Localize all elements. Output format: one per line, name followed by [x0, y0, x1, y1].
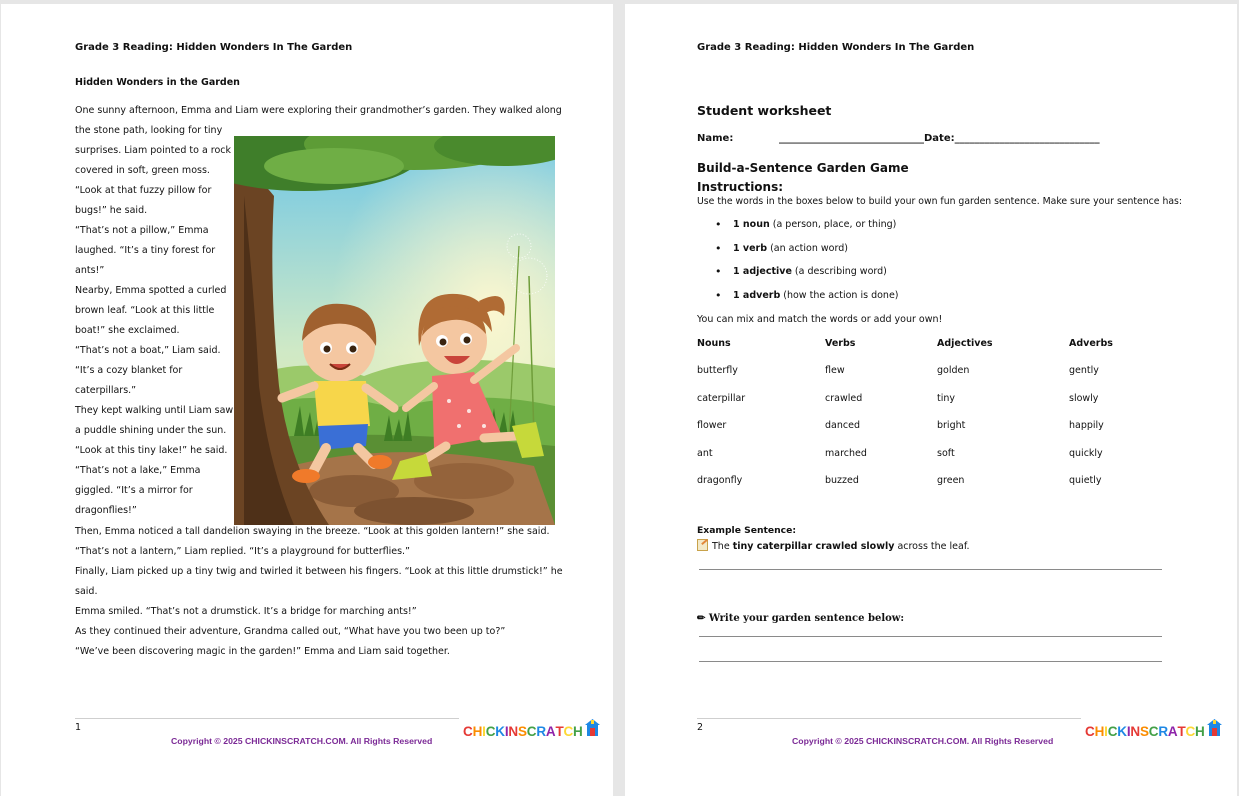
date-field[interactable]: _____________________________	[954, 133, 1100, 144]
table-cell: quickly	[1069, 447, 1103, 459]
table-cell: dragonfly	[697, 475, 743, 486]
table-header: Verbs	[825, 338, 856, 349]
table-cell: danced	[825, 420, 860, 431]
requirement-desc: (a person, place, or thing)	[769, 219, 897, 230]
story-line: Nearby, Emma spotted a curled	[75, 285, 227, 296]
story-line: “That’s not a lake,” Emma	[75, 465, 201, 476]
table-cell: marched	[825, 447, 867, 459]
example-sentence	[697, 539, 970, 552]
page-number: 1	[75, 722, 82, 733]
requirement-desc: (an action word)	[767, 242, 848, 254]
requirement-desc: (how the action is done)	[780, 289, 899, 301]
table-cell: golden	[937, 365, 970, 376]
story-line: surprises. Liam pointed to a rock	[75, 145, 232, 156]
example-label: Example Sentence:	[697, 525, 797, 536]
name-label: Name:	[697, 133, 734, 144]
footer-divider	[697, 718, 1081, 719]
requirement-term: 1 adjective	[733, 266, 792, 277]
story-line: Finally, Liam picked up a tiny twig and twirled it between his fingers. “Look at this little drumstick!” he	[75, 566, 563, 577]
footer-divider	[75, 718, 459, 719]
example-suffix: across the leaf.	[894, 541, 970, 552]
memo-icon	[697, 539, 708, 551]
name-field[interactable]	[779, 133, 1100, 144]
answer-line-2[interactable]	[699, 661, 1162, 662]
story-line: “We’ve been discovering magic in the garden!” Emma and Liam said together.	[75, 646, 450, 657]
story-line: “That’s not a pillow,” Emma	[75, 225, 209, 236]
story-line: laughed. “It’s a tiny forest for	[75, 245, 216, 256]
table-cell: ant	[697, 447, 713, 459]
story-line: brown leaf. “Look at this little	[75, 305, 215, 316]
chickinscratch-logo	[463, 719, 600, 739]
story-line: ants!”	[75, 265, 105, 276]
table-cell: happily	[1069, 420, 1104, 431]
story-line: “That’s not a boat,” Liam said.	[75, 345, 221, 356]
game-title: Build-a-Sentence Garden Game	[697, 161, 909, 175]
requirement-term: 1 adverb	[733, 289, 781, 301]
schoolhouse-icon	[1207, 719, 1222, 739]
answer-line-1[interactable]	[699, 636, 1162, 637]
story-line: dragonflies!”	[75, 505, 137, 516]
garden-illustration	[234, 136, 555, 525]
name-blank: _____________________________	[779, 133, 924, 144]
table-cell: slowly	[1069, 392, 1099, 404]
requirement-item	[697, 290, 899, 314]
story-line: “Look at that fuzzy pillow for	[75, 185, 212, 196]
chickinscratch-logo	[1085, 719, 1222, 739]
table-cell: butterfly	[697, 365, 738, 376]
story-line: “That’s not a lantern,” Liam replied. “It’s a playground for butterflies.”	[75, 546, 410, 557]
story-line: boat!” she exclaimed.	[75, 325, 180, 336]
story-line: said.	[75, 586, 98, 597]
requirements-list	[697, 219, 899, 313]
table-cell: flower	[697, 420, 727, 431]
mix-text: You can mix and match the words or add your own!	[697, 314, 943, 325]
story-line: “It’s a cozy blanket for	[75, 365, 183, 376]
table-header: Nouns	[697, 338, 731, 349]
table-header: Adverbs	[1069, 338, 1113, 349]
date-label: Date:	[924, 133, 955, 144]
table-cell: tiny	[937, 392, 956, 404]
example-bold: tiny caterpillar crawled slowly	[732, 541, 895, 552]
table-cell: gently	[1069, 365, 1099, 376]
children-in-garden-image	[234, 136, 555, 525]
story-line: One sunny afternoon, Emma and Liam were exploring their grandmother’s garden. They walked along	[75, 105, 562, 116]
instructions-text: Use the words in the boxes below to build your own fun garden sentence. Make sure your sentence has:	[697, 196, 1183, 207]
story-line: bugs!” he said.	[75, 205, 148, 216]
story-line: covered in soft, green moss.	[75, 165, 210, 176]
story-line: They kept walking until Liam saw	[75, 405, 234, 416]
story-line: Emma smiled. “That’s not a drumstick. It’s a bridge for marching ants!”	[75, 606, 417, 617]
page-header-title: Grade 3 Reading: Hidden Wonders In The Garden	[75, 42, 353, 53]
story-line: giggled. “It’s a mirror for	[75, 485, 193, 496]
table-cell: quietly	[1069, 475, 1102, 486]
table-cell: green	[937, 475, 965, 486]
story-title: Hidden Wonders in the Garden	[75, 77, 240, 88]
requirement-item	[697, 243, 899, 267]
write-prompt	[697, 613, 904, 624]
table-cell: flew	[825, 365, 845, 376]
story-line: “Look at this tiny lake!” he said.	[75, 445, 228, 456]
pencil-icon: ✏	[697, 613, 706, 624]
requirement-desc: (a describing word)	[791, 266, 887, 277]
write-prompt-text: Write your garden sentence below:	[708, 613, 905, 624]
copyright-text: Copyright © 2025 CHICKINSCRATCH.COM. All Rights Reserved	[792, 736, 1054, 746]
logo-text: CHICKINSCRATCH	[1085, 724, 1205, 739]
page-2	[625, 4, 1237, 796]
schoolhouse-icon	[585, 719, 600, 739]
requirement-item	[697, 219, 899, 243]
story-line: Then, Emma noticed a tall dandelion swaying in the breeze. “Look at this golden lantern!” she said.	[75, 526, 550, 537]
story-line: the stone path, looking for tiny	[75, 125, 223, 136]
page-number: 2	[697, 722, 704, 733]
table-cell: soft	[937, 447, 955, 459]
story-line: a puddle shining under the sun.	[75, 425, 227, 436]
requirement-item	[697, 266, 899, 290]
table-cell: crawled	[825, 392, 863, 404]
example-prefix: The	[712, 541, 733, 552]
table-cell: buzzed	[825, 475, 859, 486]
page-1	[1, 4, 613, 796]
copyright-text: Copyright © 2025 CHICKINSCRATCH.COM. All Rights Reserved	[171, 736, 433, 746]
logo-text: CHICKINSCRATCH	[463, 724, 583, 739]
story-line: caterpillars.”	[75, 385, 137, 396]
table-cell: caterpillar	[697, 392, 746, 404]
requirement-term: 1 verb	[733, 242, 768, 254]
worksheet-title: Student worksheet	[697, 103, 832, 118]
story-line: As they continued their adventure, Grandma called out, “What have you two been up to?”	[75, 626, 506, 637]
requirement-term: 1 noun	[733, 219, 770, 230]
table-header: Adjectives	[937, 338, 993, 349]
example-answer-line	[699, 569, 1162, 570]
instructions-title: Instructions:	[697, 180, 784, 194]
page-header-title: Grade 3 Reading: Hidden Wonders In The Garden	[697, 42, 975, 53]
table-cell: bright	[937, 420, 966, 431]
